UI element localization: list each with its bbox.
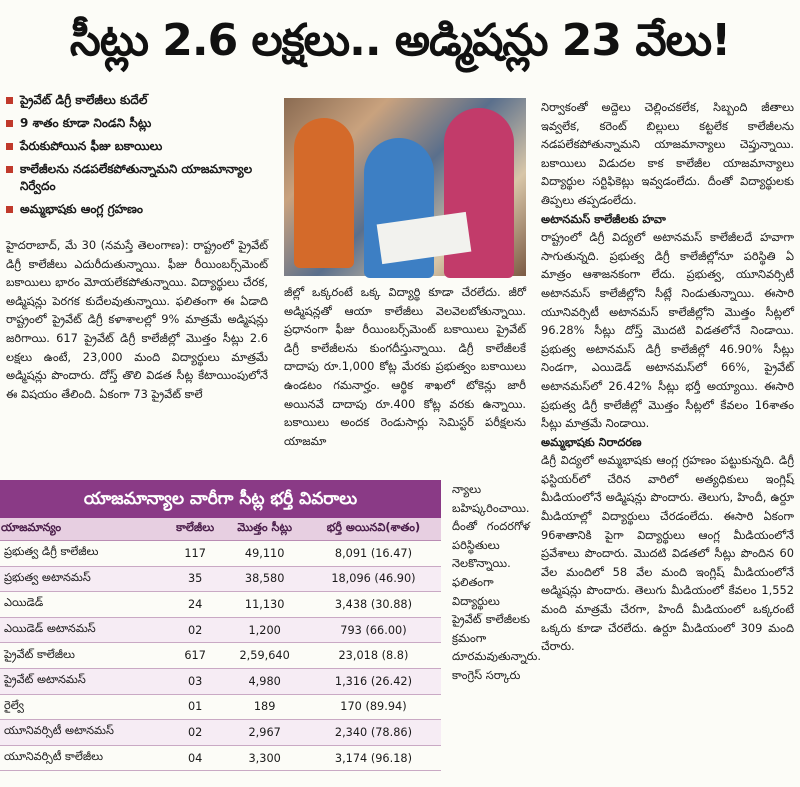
table-cell: యూనివర్సిటీ అటానమస్ xyxy=(0,720,167,746)
table-cell: 11,130 xyxy=(223,592,306,618)
table-row xyxy=(0,643,441,669)
table-cell: ప్రైవేట్ కాలేజీలు xyxy=(0,643,167,669)
article-column-2-narrow xyxy=(452,480,541,780)
table-cell: 02 xyxy=(167,617,224,643)
mother-tongue-subhead: అమ్మభాషకు నిరాదరణ xyxy=(541,434,642,449)
table-cell: 1,200 xyxy=(223,617,306,643)
column-2-narrow-text: న్యాలు బహిష్కరించాయి. దీంతో గందరగోళ పరిస్థితులు నెలకొన్నాయి. ఫలితంగా విద్యార్థులు ప్రైవేట్ కాలేజీలకు క్రమంగా దూరమవుతున్నారు. కాంగ్రెస్ సర్కారు xyxy=(452,482,541,682)
highlight-text: అమ్మభాషకు ఆంగ్ల గ్రహణం xyxy=(20,202,143,216)
table-cell: 1,316 (26.42) xyxy=(306,668,441,694)
highlight-item xyxy=(6,138,268,155)
table-cell: 3,438 (30.88) xyxy=(306,592,441,618)
table-cell: 3,174 (96.18) xyxy=(306,745,441,771)
table-cell: 01 xyxy=(167,694,224,720)
table-title: యాజమాన్యాల వారీగా సీట్ల భర్తీ వివరాలు xyxy=(0,480,441,518)
table-cell: 617 xyxy=(167,643,224,669)
highlight-text: కాలేజీలను నడపలేకపోతున్నామని యాజమాన్యాల నిర్వేదం xyxy=(20,162,253,193)
table-row xyxy=(0,541,441,567)
table-row xyxy=(0,694,441,720)
article-column-2 xyxy=(284,283,526,479)
autonomous-subhead: అటానమస్ కాలేజీలకు హవా xyxy=(541,211,666,226)
table-cell: ఎయిడెడ్ అటానమస్ xyxy=(0,617,167,643)
bullet-square-icon xyxy=(6,143,13,150)
table-cell: 02 xyxy=(167,720,224,746)
table-cell: 18,096 (46.90) xyxy=(306,566,441,592)
column-2-text: జీల్లో ఒక్కరంటే ఒక్క విద్యార్థి కూడా చేరలేదు. జీరో అడ్మిషన్లతో ఆయా కాలేజీలు వెలవెలబోతున్నాయి. ప్రధానంగా ఫీజు రీయింబర్స్‌మెంట్ బకాయిలు ప్రైవేట్ డిగ్రీ కాలేజీలను కుంగదీస్తున్నాయి. డిగ్రీ కాలేజీలకే దాదాపు రూ.1,000 కోట్ల మేరకు ప్రభుత్వం బకాయిలు ఉండటం గమనార్హం. ఆర్థిక శాఖలో టోకెన్లు జారీ అయినవే దాదాపు రూ.400 కోట్ల వరకు ఉన్నాయి. బకాయిలు అందక రెండుసార్లు సెమిస్టర్ పరీక్షలను యాజమా xyxy=(284,285,526,448)
table-cell: 23,018 (8.8) xyxy=(306,643,441,669)
article-column-1 xyxy=(6,236,268,476)
highlight-item xyxy=(6,161,268,195)
table-cell: 49,110 xyxy=(223,541,306,567)
highlights-list xyxy=(6,92,268,224)
table-cell: 2,59,640 xyxy=(223,643,306,669)
table-row xyxy=(0,566,441,592)
column-1-text: హైదరాబాద్, మే 30 (నమస్తే తెలంగాణ): రాష్ట్రంలో ప్రైవేట్ డిగ్రీ కాలేజీలు ఎదురీదుతున్నాయి. ఫీజు రీయింబర్స్‌మెంట్ బకాయిలు భారం మోయలేకపోతున్నాయి. విద్యార్థులు చేరక, అడ్మిషన్లు పెరగక కుదేలవుతున్నాయి. ఫలితంగా ఈ ఏడాది రాష్ట్రంలో ప్రైవేట్ డిగ్రీ కళాశాలల్లో 9% మాత్రమే అడ్మిషన్లు జరిగాయి. 617 ప్రైవేట్ డిగ్రీ కాలేజీల్లో మొత్తం సీట్లు 2.6 లక్షలు ఉంటే, 23,000 మంది విద్యార్థులు మాత్రమే అడ్మిషన్లు పొందారు. దోస్త్ తొలి విడత సీట్ల కేటాయింపులోనే ఈ విషయం తేలింది. ఏకంగా 73 ప్రైవేట్ కాలే xyxy=(6,238,268,401)
table-cell: రైల్వే xyxy=(0,694,167,720)
table-cell: యూనివర్సిటీ కాలేజీలు xyxy=(0,745,167,771)
table-cell: 3,300 xyxy=(223,745,306,771)
highlight-item xyxy=(6,201,268,218)
table-row xyxy=(0,720,441,746)
column-3-text: నిర్వాకంతో అద్దెలు చెల్లించకలేక, సిబ్బంది జీతాలు ఇవ్వలేక, కరెంట్ బిల్లులు కట్టలేక కాలేజీలను నడపలేకపోతున్నామని యాజమాన్యాలు చెప్తున్నాయి. బకాయిలు విడుదల కాక కాలేజీల యాజమాన్యాలు విద్యార్థుల సర్టిఫికెట్లు ఇవ్వడంలేదు. దీంతో విద్యార్థులకు తిప్పలు తప్పడంలేదు. xyxy=(541,100,794,207)
table-row xyxy=(0,617,441,643)
table-cell: 117 xyxy=(167,541,224,567)
table-cell: 35 xyxy=(167,566,224,592)
table-cell: 03 xyxy=(167,668,224,694)
highlight-text: పేరుకుపోయిన ఫీజు బకాయిలు xyxy=(20,139,163,153)
table-cell: 24 xyxy=(167,592,224,618)
students-photo xyxy=(284,98,526,276)
table-header-cell: యాజమాన్యం xyxy=(0,518,167,541)
table-cell: 38,580 xyxy=(223,566,306,592)
table-header-cell: భర్తీ అయినవి(శాతం) xyxy=(306,518,441,541)
table-cell: 189 xyxy=(223,694,306,720)
table-header-cell: మొత్తం సీట్లు xyxy=(223,518,306,541)
table-cell: 2,340 (78.86) xyxy=(306,720,441,746)
bullet-square-icon xyxy=(6,206,13,213)
highlight-item xyxy=(6,115,268,132)
article-column-3 xyxy=(541,98,794,782)
table-cell: 8,091 (16.47) xyxy=(306,541,441,567)
highlight-item xyxy=(6,92,268,109)
table-cell: ప్రభుత్వ డిగ్రీ కాలేజీలు xyxy=(0,541,167,567)
table-cell: ప్రభుత్వ అటానమస్ xyxy=(0,566,167,592)
column-3-text-2: రాష్ట్రంలో డిగ్రీ విద్యలో అటానమస్ కాలేజీలదే హవాగా సాగుతున్నది. ప్రభుత్వ డిగ్రీ కాలేజీల్లోనూ పరిస్థితి ఏ మాత్రం ఆశాజనకంగా లేదు. ప్రభుత్వ, యూనివర్సిటీ అటానమస్ కాలేజీల్లోని సీట్లే నిండుతున్నాయి. ఈసారి యూనివర్సిటీ అటానమస్ కాలేజీల్లోని మొత్తం సీట్లలో 96.28% సీట్లు దోస్త్ మొదటి విడతలోనే నిండాయి. ప్రభుత్వ అటానమస్ డిగ్రీ కాలేజీల్లో 46.90% సీట్లు నిండగా, ఎయిడెడ్ అటానమస్‌లో 66%, ప్రైవేట్ అటానమస్‌లో 26.42% సీట్లు భర్తీ అయ్యాయి. ఈసారి ప్రభుత్వ డిగ్రీ కాలేజీల్లో మొత్తం సీట్లలో కేవలం 16శాతం సీట్లు మాత్రమే నిండాయి. xyxy=(541,230,794,431)
bullet-square-icon xyxy=(6,97,13,104)
headline: సీట్లు 2.6 లక్షలు.. అడ్మిషన్లు 23 వేలు! xyxy=(69,15,731,66)
table-cell: 793 (66.00) xyxy=(306,617,441,643)
column-3-text-3: డిగ్రీ విద్యలో అమ్మభాషకు ఆంగ్ల గ్రహణం పట్టుకున్నది. డిగ్రీ ఫస్టియర్‌లో చేరిన వారిలో అత్యధికులు ఇంగ్లిష్ మీడియంలోనే అడ్మిషన్లు పొందారు. తెలుగు, హిందీ, ఉర్దూ మీడియాల్లో విద్యార్థులు చేరడంలేదు. ఈసారి ఏకంగా 96శాతానికి పైగా విద్యార్థులు ఆంగ్ల మీడియంలోనే ప్రవేశాలు పొందారు. మొదటి విడతలో సీట్లు పొందిన 60 వేల మందిలో 58 వేల మంది ఇంగ్లిష్ మీడియంలోనే అడ్మిషన్లు పొందారు. తెలుగు మీడియంలో కేవలం 1,552 మంది మాత్రమే చేరగా, హిందీ మీడియంలో ఒక్కరంటే ఒక్కరు కూడా చేరలేదు. ఉర్దూ మీడియంలో 309 మంది చేరారు. xyxy=(541,453,794,654)
table-cell: 170 (89.94) xyxy=(306,694,441,720)
bullet-square-icon xyxy=(6,120,13,127)
highlight-text: 9 శాతం కూడా నిండని సీట్లు xyxy=(20,116,152,130)
table-cell: 04 xyxy=(167,745,224,771)
table-row xyxy=(0,668,441,694)
highlight-text: ప్రైవేట్ డిగ్రీ కాలేజీలు కుదేల్ xyxy=(20,93,148,107)
table-cell: 2,967 xyxy=(223,720,306,746)
table-header-cell: కాలేజీలు xyxy=(167,518,224,541)
seat-fill-table xyxy=(0,480,441,787)
table-cell: ప్రైవేట్ అటానమస్ xyxy=(0,668,167,694)
table-row xyxy=(0,592,441,618)
table-cell: 4,980 xyxy=(223,668,306,694)
table-cell: ఎయిడెడ్ xyxy=(0,592,167,618)
table-row xyxy=(0,745,441,771)
bullet-square-icon xyxy=(6,166,13,173)
